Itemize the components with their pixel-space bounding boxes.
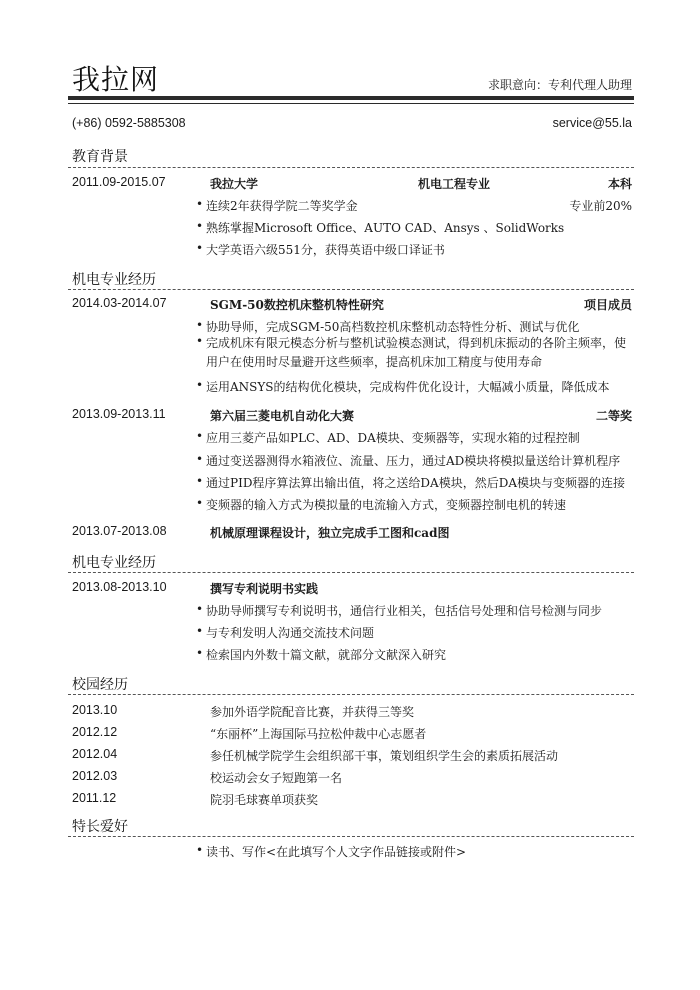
section-divider [68,572,634,573]
campus-item: 院羽毛球赛单项获奖 [210,793,319,807]
bullet-icon: • [196,241,204,255]
experience-role: 二等奖 [595,409,632,423]
list-item: • 熟练掌握Microsoft Office、AUTO CAD、Ansys 、SolidWorks [196,219,565,235]
section-divider [68,836,634,837]
education-degree: 本科 [607,177,632,191]
bullet-icon: • [196,496,204,510]
experience-date: 2013.07-2013.08 [72,524,167,538]
campus-item: 校运动会女子短跑第一名 [210,771,343,785]
section-title-education: 教育背景 [72,149,128,165]
education-school: 我拉大学 [210,177,259,191]
section-title-mech-experience-2: 机电专业经历 [72,555,156,571]
list-item: • 读书、写作<在此填写个人文字作品链接或附件> [196,843,467,859]
list-item: • 变频器的输入方式为模拟量的电流输入方式，变频器控制电机的转速 [196,496,567,512]
list-item: • 大学英语六级551分，获得英语中级口译证书 [196,241,445,257]
bullet-icon: • [196,219,204,233]
experience-date: 2013.09-2013.11 [72,407,166,421]
experience-heading: 机械原理课程设计，独立完成手工图和cad图 [210,526,450,540]
list-item: • 通过PID程序算法算出输出值，将之送给DA模块，然后DA模块与变频器的连接 [196,474,626,490]
section-divider [68,289,634,290]
list-item: • 通过变送器测得水箱液位、流量、压力，通过AD模块将模拟量送给计算机程序 [196,452,621,468]
section-title-hobbies: 特长爱好 [72,819,128,835]
campus-item: 参加外语学院配音比赛，并获得三等奖 [210,705,415,719]
list-item: • 连续2年获得学院二等奖学金 [196,197,358,213]
campus-date: 2012.03 [72,769,118,783]
header-rule-thin [68,103,634,104]
education-major: 机电工程专业 [418,177,491,191]
bullet-icon: • [196,843,204,857]
experience-date: 2013.08-2013.10 [72,580,167,594]
bullet-icon: • [196,318,204,332]
list-item: • 协助导师，完成SGM-50高档数控机床整机动态特性分析、测试与优化 [196,318,580,334]
experience-date: 2014.03-2014.07 [72,296,167,310]
campus-date: 2013.10 [72,703,118,717]
section-title-campus: 校园经历 [72,677,128,693]
campus-date: 2012.12 [72,725,118,739]
section-title-mech-experience: 机电专业经历 [72,272,156,288]
experience-role: 项目成员 [583,298,632,312]
list-item: • 应用三菱产品如PLC、AD、DA模块、变频器等，实现水箱的过程控制 [196,429,580,445]
education-rank: 专业前20% [569,199,632,213]
bullet-icon: • [196,197,204,211]
campus-item: 参任机械学院学生会组织部干事，策划组织学生会的素质拓展活动 [210,749,559,763]
list-item: • 运用ANSYS的结构优化模块，完成构件优化设计，大幅减小质量，降低成本 [196,378,610,394]
job-intent: 求职意向：专利代理人助理 [487,78,632,92]
experience-heading: 第六届三菱电机自动化大赛 [210,409,355,423]
education-date: 2011.09-2015.07 [72,175,166,189]
experience-heading: 撰写专利说明书实践 [210,582,319,596]
list-item: • 检索国内外数十篇文献，就部分文献深入研究 [196,646,447,662]
email-address: service@55.la [552,116,632,130]
bullet-icon: • [196,474,204,488]
bullet-icon: • [196,624,204,638]
bullet-icon: • [196,646,204,660]
applicant-name: 我拉网 [72,63,160,96]
bullet-icon: • [196,378,204,392]
phone-number: (+86) 0592-5885308 [72,116,186,130]
section-divider [68,167,634,168]
bullet-icon: • [196,334,204,348]
experience-heading: SGM-50数控机床整机特性研究 [210,298,384,312]
campus-date: 2011.12 [72,791,117,805]
header-rule-thick [68,96,634,100]
list-item: • 完成机床有限元模态分析与整机试验模态测试，得到机床振动的各阶主频率，使用户在使用时尽量避开这些频率，提高机床加工精度与使用寿命 [196,334,627,369]
campus-item: “东丽杯”上海国际马拉松仲裁中心志愿者 [210,727,427,741]
bullet-icon: • [196,452,204,466]
section-divider [68,694,634,695]
bullet-icon: • [196,602,204,616]
campus-date: 2012.04 [72,747,118,761]
list-item: • 与专利发明人沟通交流技术问题 [196,624,375,640]
bullet-icon: • [196,429,204,443]
list-item: • 协助导师撰写专利说明书，通信行业相关，包括信号处理和信号检测与同步 [196,602,603,618]
